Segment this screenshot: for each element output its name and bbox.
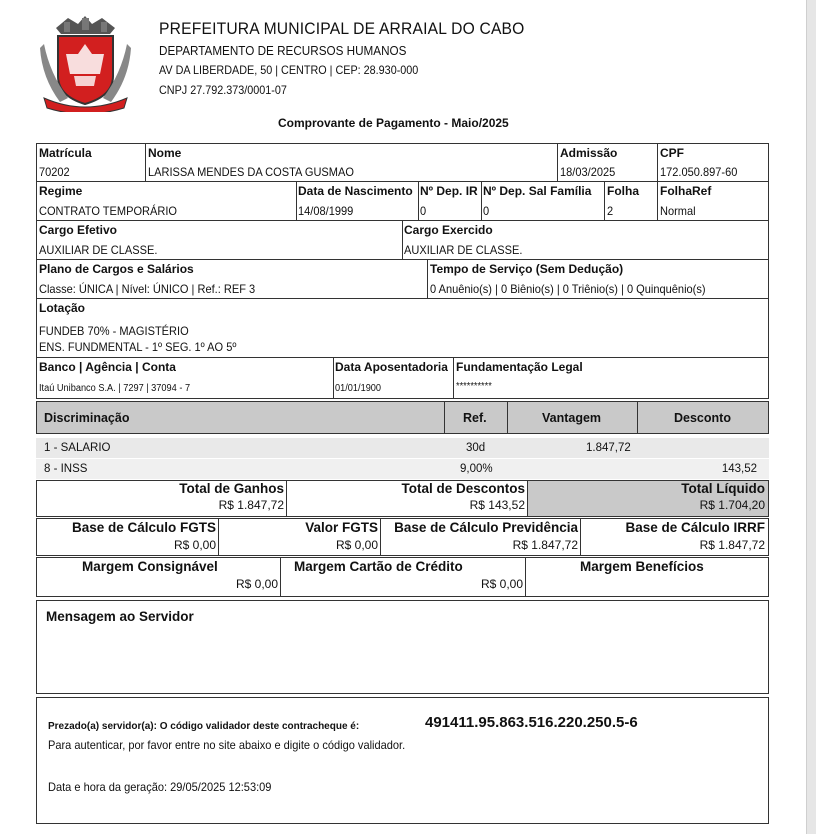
department-name: DEPARTAMENTO DE RECURSOS HUMANOS [159,43,407,58]
valor-fgts-value: R$ 0,00 [335,538,378,552]
matricula-label: Matrícula [39,146,92,160]
org-name: PREFEITURA MUNICIPAL DE ARRAIAL DO CABO [159,19,525,38]
base-irrf-label: Base de Cálculo IRRF [625,520,765,535]
dep-ir-label: Nº Dep. IR [420,184,478,198]
validator-box [36,697,769,824]
col-header-discriminacao: Discriminação [44,411,130,425]
tempo-servico-label: Tempo de Serviço (Sem Dedução) [430,262,624,276]
generation-datetime: Data e hora da geração: 29/05/2025 12:53:09 [48,780,272,794]
lotacao-label: Lotação [39,301,86,315]
folha-value: 2 [607,204,614,218]
cargo-efetivo-label: Cargo Efetivo [39,223,118,237]
lotacao-value-1: FUNDEB 70% - MAGISTÉRIO [39,324,189,338]
folharef-value: Normal [660,204,696,218]
banco-value: Itaú Unibanco S.A. | 7297 | 37094 - 7 [39,383,191,394]
folha-label: Folha [607,184,639,198]
margem-consignavel-label: Margem Consignável [82,559,218,574]
dep-sf-value: 0 [483,204,490,218]
plano-value: Classe: ÚNICA | Nível: ÚNICO | Ref.: REF 3 [39,282,256,296]
total-liquido-label: Total Líquido [681,481,765,496]
base-previdencia-value: R$ 1.847,72 [512,538,578,552]
validator-prefix: Prezado(a) servidor(a): O código validador deste contracheque é: [48,721,360,732]
cargo-exercido-label: Cargo Exercido [404,223,493,237]
cargo-exercido-value: AUXILIAR DE CLASSE. [404,243,523,257]
margem-consignavel-value: R$ 0,00 [235,577,278,591]
regime-label: Regime [39,184,83,198]
table-row [36,459,769,479]
fundamentacao-label: Fundamentação Legal [456,360,583,374]
col-header-desconto: Desconto [674,411,731,425]
table-row [36,438,769,458]
total-descontos-label: Total de Descontos [401,481,525,496]
validator-instructions: Para autenticar, por favor entre no site abaixo e digite o código validador. [48,738,406,752]
org-address: AV DA LIBERDADE, 50 | CENTRO | CEP: 28.930-000 [159,63,419,77]
dep-ir-value: 0 [420,204,427,218]
row-desc: 1 - SALARIO [44,442,111,454]
base-fgts-value: R$ 0,00 [173,538,216,552]
aposentadoria-value: 01/01/1900 [335,383,382,394]
nome-value: LARISSA MENDES DA COSTA GUSMAO [148,165,354,179]
margem-cartao-label: Margem Cartão de Crédito [294,559,463,574]
row-ref: 9,00% [460,463,493,475]
valor-fgts-label: Valor FGTS [305,520,378,535]
plano-label: Plano de Cargos e Salários [39,262,194,276]
table-header [36,401,769,434]
tempo-servico-value: 0 Anuênio(s) | 0 Biênio(s) | 0 Triênio(s) | 0 Quinquênio(s) [430,282,706,296]
city-crest-logo [38,14,133,112]
admissao-label: Admissão [560,146,618,160]
cpf-value: 172.050.897-60 [660,165,738,179]
cargo-efetivo-value: AUXILIAR DE CLASSE. [39,243,158,257]
banco-label: Banco | Agência | Conta [39,360,176,374]
row-vantagem: 1.847,72 [586,442,631,454]
base-fgts-label: Base de Cálculo FGTS [71,520,216,535]
matricula-value: 70202 [39,165,70,179]
lotacao-value-2: ENS. FUNDMENTAL - 1º SEG. 1º AO 5º [39,340,237,354]
validator-code: 491411.95.863.516.220.250.5-6 [425,714,638,731]
total-ganhos-label: Total de Ganhos [179,481,284,496]
dep-sf-label: Nº Dep. Sal Família [483,184,592,198]
total-liquido-value: R$ 1.704,20 [699,498,765,512]
margem-cartao-value: R$ 0,00 [480,577,523,591]
row-desc: 8 - INSS [44,463,88,475]
nascimento-value: 14/08/1999 [298,204,354,218]
document-title: Comprovante de Pagamento - Maio/2025 [278,116,509,130]
mensagem-label: Mensagem ao Servidor [46,609,194,624]
total-descontos-value: R$ 143,52 [469,498,525,512]
nome-label: Nome [148,146,182,160]
nascimento-label: Data de Nascimento [298,184,413,198]
admissao-value: 18/03/2025 [560,165,616,179]
col-header-vantagem: Vantagem [542,411,602,425]
col-header-ref: Ref. [463,411,487,425]
row-desconto: 143,52 [721,463,757,475]
folharef-label: FolhaRef [660,184,712,198]
margem-beneficios-label: Margem Benefícios [580,559,704,574]
cpf-label: CPF [660,146,684,160]
total-ganhos-value: R$ 1.847,72 [218,498,284,512]
org-cnpj: CNPJ 27.792.373/0001-07 [159,83,287,97]
row-ref: 30d [466,442,486,454]
fundamentacao-value: ********** [456,381,492,392]
aposentadoria-label: Data Aposentadoria [335,360,448,374]
regime-value: CONTRATO TEMPORÁRIO [39,204,178,218]
base-irrf-value: R$ 1.847,72 [699,538,765,552]
base-previdencia-label: Base de Cálculo Previdência [394,520,578,535]
scrollbar-track[interactable] [806,0,816,834]
